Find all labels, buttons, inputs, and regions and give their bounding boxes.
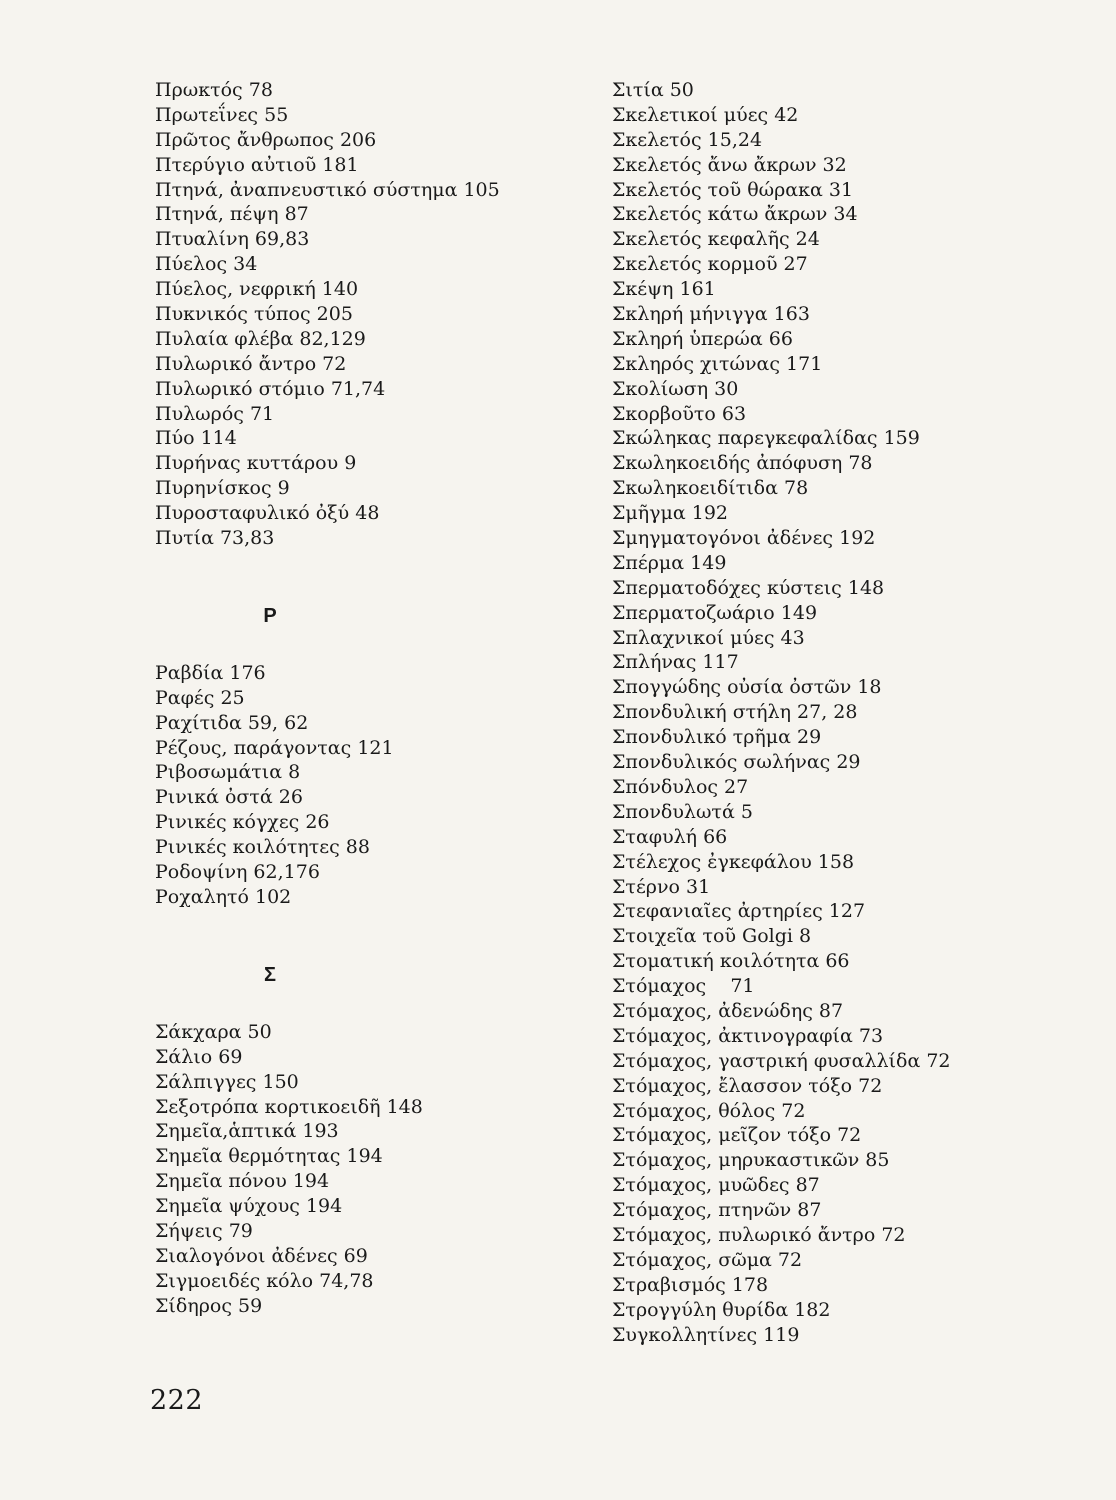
index-entry: Στόμαχος, ἀδενώδης 87	[612, 999, 844, 1022]
pi-entries	[155, 78, 575, 551]
index-entry: Στόμαχος, μεῖζον τόξο 72	[612, 1124, 862, 1147]
index-entry: Στόμαχος, θόλος 72	[612, 1099, 806, 1122]
index-entry: Στόμαχος, σῶμα 72	[612, 1248, 803, 1271]
index-entry: Στόμαχος, γαστρική φυσαλλίδα 72	[612, 1049, 951, 1072]
index-entry: Σκωληκοειδίτιδα 78	[612, 477, 809, 500]
index-entry: Στόμαχος, μηρυκαστικῶν 85	[612, 1149, 890, 1172]
index-entry: Σημεῖα ψύχους 194	[155, 1195, 343, 1218]
index-entry: Σίδηρος 59	[155, 1294, 263, 1317]
index-entry: Σπλαχνικοί μύες 43	[612, 626, 805, 649]
rho-entries	[155, 661, 575, 910]
index-entry: Συγκολλητίνες 119	[612, 1323, 800, 1346]
index-entry: Σιτία 50	[612, 79, 694, 101]
index-entry: Σημεῖα,ἁπτικά 193	[155, 1120, 339, 1143]
index-right-column	[612, 78, 1092, 1347]
index-entry: Στεφανιαῖες ἀρτηρίες 127	[612, 900, 866, 923]
index-entry: Σκελετός ἄνω ἄκρων 32	[612, 153, 847, 176]
index-entry: Σπέρμα 149	[612, 551, 727, 574]
index-entry: Πρῶτος ἄνθρωπος 206	[155, 128, 377, 151]
index-entry: Σιγμοειδές κόλο 74,78	[155, 1269, 374, 1292]
index-entry: Ροχαλητό 102	[155, 885, 292, 908]
index-entry: Στόμαχος 71	[612, 975, 755, 998]
index-entry: Σπονδυλικός σωλήνας 29	[612, 751, 861, 774]
index-entry: Στόμαχος, ἔλασσον τόξο 72	[612, 1074, 883, 1097]
index-entry: Σκέψη 161	[612, 278, 716, 301]
sigma-entries-continued	[612, 78, 1092, 1347]
index-entry: Πρωκτός 78	[155, 79, 273, 101]
index-entry: Πύελος, νεφρική 140	[155, 278, 359, 301]
index-entry: Σκορβοῦτο 63	[612, 402, 747, 425]
index-entry: Σκολίωση 30	[612, 377, 739, 400]
index-entry: Σκελετός τοῦ θώρακα 31	[612, 178, 854, 201]
index-entry: Στέλεχος ἐγκεφάλου 158	[612, 850, 855, 873]
index-entry: Στραβισμός 178	[612, 1273, 769, 1296]
index-entry: Ραφές 25	[155, 686, 245, 709]
index-entry: Σκληρή μήνιγγα 163	[612, 303, 810, 326]
index-entry: Στέρνο 31	[612, 875, 711, 898]
index-entry: Στόμαχος, πυλωρικό ἄντρο 72	[612, 1223, 906, 1246]
index-entry: Πυροσταφυλικό ὀξύ 48	[155, 502, 380, 525]
index-entry: Πτηνά, πέψη 87	[155, 203, 309, 226]
section-heading-rho: Ρ	[263, 604, 277, 627]
index-entry: Πύελος 34	[155, 253, 258, 276]
index-entry: Σάλιο 69	[155, 1045, 243, 1068]
index-entry: Πυλωρικό στόμιο 71,74	[155, 377, 386, 400]
index-entry: Ραβδία 176	[155, 661, 266, 684]
index-entry: Σπόνδυλος 27	[612, 775, 749, 798]
index-entry: Σταφυλή 66	[612, 825, 728, 848]
index-entry: Στρογγύλη θυρίδα 182	[612, 1298, 831, 1321]
sigma-entries	[155, 1020, 575, 1319]
index-entry: Σπερματοδόχες κύστεις 148	[612, 576, 885, 599]
index-entry: Σκώληκας παρεγκεφαλίδας 159	[612, 427, 920, 450]
index-entry: Σάκχαρα 50	[155, 1020, 272, 1043]
index-entry: Πυρηνίσκος 9	[155, 477, 290, 500]
index-entry: Σεξοτρόπα κορτικοειδῆ 148	[155, 1095, 423, 1118]
index-entry: Πύο 114	[155, 427, 237, 450]
index-entry: Ροδοψίνη 62,176	[155, 861, 320, 884]
index-entry: Ραχίτιδα 59, 62	[155, 711, 309, 734]
index-entry: Ρινικές κόγχες 26	[155, 811, 330, 834]
index-entry: Στοιχεῖα τοῦ Golgi 8	[612, 925, 812, 948]
index-entry: Πυλωρός 71	[155, 402, 275, 425]
index-entry: Ριβοσωμάτια 8	[155, 761, 301, 784]
index-entry: Σκελετικοί μύες 42	[612, 103, 799, 126]
index-entry: Σπογγώδης οὐσία ὀστῶν 18	[612, 676, 882, 699]
index-entry: Σκληρός χιτώνας 171	[612, 352, 823, 375]
index-entry: Ρινικά ὀστά 26	[155, 786, 303, 809]
index-entry: Σκληρή ὑπερώα 66	[612, 327, 793, 350]
index-entry: Σημεῖα θερμότητας 194	[155, 1145, 383, 1168]
page-number: 222	[150, 1385, 204, 1416]
index-entry: Σκελετός κεφαλῆς 24	[612, 228, 820, 251]
index-entry: Πτηνά, ἀναπνευστικό σύστημα 105	[155, 178, 500, 201]
index-entry: Πτυαλίνη 69,83	[155, 228, 310, 251]
index-entry: Πυτία 73,83	[155, 527, 275, 550]
index-entry: Σμηγματογόνοι ἀδένες 192	[612, 527, 876, 550]
section-heading-sigma: Σ	[263, 963, 276, 986]
index-entry: Στόμαχος, ἀκτινογραφία 73	[612, 1024, 884, 1047]
index-entry: Πυλωρικό ἄντρο 72	[155, 352, 347, 375]
index-entry: Στόμαχος, πτηνῶν 87	[612, 1199, 822, 1222]
index-entry: Σάλπιγγες 150	[155, 1070, 299, 1093]
index-entry: Σπονδυλικό τρῆμα 29	[612, 726, 822, 749]
index-entry: Σήψεις 79	[155, 1219, 253, 1242]
index-entry: Στοματική κοιλότητα 66	[612, 950, 850, 973]
index-entry: Στόμαχος, μυῶδες 87	[612, 1174, 820, 1197]
index-entry: Σπονδυλωτά 5	[612, 800, 753, 823]
index-entry: Σπερματοζωάριο 149	[612, 601, 818, 624]
index-entry: Σμῆγμα 192	[612, 502, 729, 525]
index-entry: Πυκνικός τύπος 205	[155, 303, 353, 326]
index-entry: Πρωτεΐνες 55	[155, 103, 289, 126]
index-entry: Πυρήνας κυττάρου 9	[155, 452, 357, 475]
index-entry: Σκελετός κάτω ἄκρων 34	[612, 203, 858, 226]
index-entry: Πυλαία φλέβα 82,129	[155, 327, 366, 350]
index-entry: Σιαλογόνοι ἀδένες 69	[155, 1244, 368, 1267]
index-entry: Πτερύγιο αὐτιοῦ 181	[155, 153, 359, 176]
index-left-column	[155, 78, 575, 1319]
index-entry: Σκελετός 15,24	[612, 128, 763, 151]
index-entry: Ρέζους, παράγοντας 121	[155, 736, 394, 759]
index-entry: Σκωληκοειδής ἀπόφυση 78	[612, 452, 873, 475]
index-entry: Σπλήνας 117	[612, 651, 739, 674]
index-entry: Ρινικές κοιλότητες 88	[155, 836, 370, 859]
index-entry: Σημεῖα πόνου 194	[155, 1170, 330, 1193]
index-entry: Σπονδυλική στήλη 27, 28	[612, 701, 858, 724]
index-entry: Σκελετός κορμοῦ 27	[612, 253, 808, 276]
